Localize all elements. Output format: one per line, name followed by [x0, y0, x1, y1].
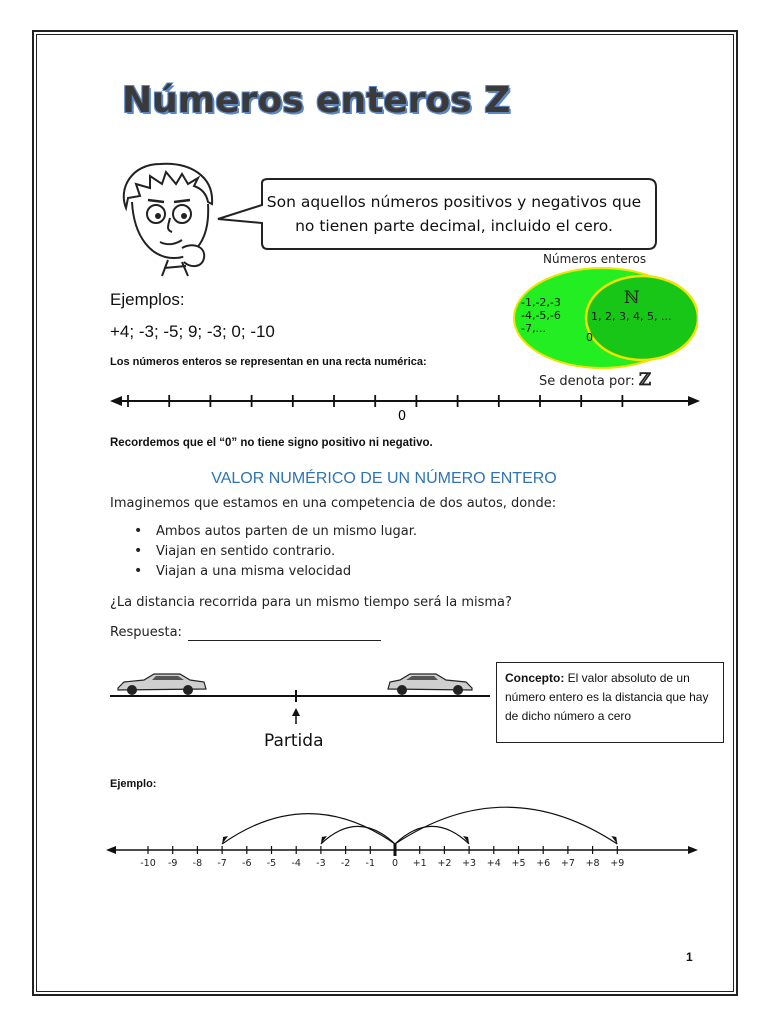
section-intro: Imaginemos que estamos en una competencia de dos autos, donde:: [110, 496, 557, 511]
venn-negatives-line-3: -7,...: [521, 322, 546, 335]
concept-title: Concepto:: [505, 671, 565, 685]
speech-line-2: no tienen parte decimal, incluido el cero.: [295, 217, 613, 235]
number-line-2-tick-label: +7: [560, 858, 575, 869]
number-line-2-tick-label: -6: [242, 858, 252, 869]
concept-text: El valor absoluto de un número entero es la distancia que hay de dicho número a cero: [505, 671, 709, 723]
number-line-2-tick-label: -3: [316, 858, 326, 869]
number-line-2-tick-label: +8: [585, 858, 600, 869]
venn-title: Números enteros: [543, 252, 647, 266]
arrow-right-icon: [688, 396, 700, 406]
number-line-2-tick-label: 0: [391, 858, 399, 869]
number-line-1: [110, 385, 700, 425]
number-line-2-tick-label: -2: [340, 858, 351, 869]
number-line-2-tick-label: -8: [192, 858, 203, 869]
number-line-2-tick-label: -10: [140, 858, 156, 869]
number-line-1-zero: 0: [397, 409, 407, 424]
bullet-list: [134, 524, 417, 584]
venn-negatives-line-1: -1,-2,-3: [521, 296, 561, 309]
bullet-item: • Ambos autos parten de un mismo lugar.: [134, 524, 417, 544]
car-right-icon: [388, 674, 472, 695]
ejemplos-label: Ejemplos:: [110, 290, 185, 309]
number-line-2-tick-label: +9: [610, 858, 625, 869]
number-line-2-tick-label: -9: [167, 858, 178, 869]
number-line-2-tick-label: +2: [437, 858, 452, 869]
number-line-2-tick-label: +4: [486, 858, 501, 869]
naturals-symbol: ℕ: [624, 288, 640, 308]
answer-label: Respuesta:: [110, 625, 182, 640]
concept-box: [496, 662, 724, 743]
bullet-item: • Viajan a una misma velocidad: [134, 564, 417, 584]
number-line-2-tick-label: +1: [412, 858, 427, 869]
zero-note: Recordemos que el “0” no tiene signo positivo ni negativo.: [110, 437, 433, 449]
ejemplos-values: +4; -3; -5; 9; -3; 0; -10: [110, 322, 275, 341]
start-arrow-icon: [292, 708, 300, 724]
number-line-note: Los números enteros se representan en una recta numérica:: [110, 356, 427, 368]
number-line-2-tick-label: -7: [217, 858, 227, 869]
number-line-2-tick-label: +3: [462, 858, 477, 869]
arrow-right-icon: [688, 846, 698, 854]
venn-zero: 0: [586, 331, 593, 344]
number-line-2-tick-label: -1: [365, 858, 376, 869]
page-title: Números enteros Z: [122, 80, 511, 121]
number-line-2-tick-label: -4: [291, 858, 301, 869]
number-line-2: [104, 798, 700, 870]
page-number: 1: [686, 950, 693, 964]
integers-symbol: ℤ: [638, 370, 652, 390]
denota-text: Se denota por:: [539, 374, 635, 389]
number-line-2-tick-label: +5: [511, 858, 526, 869]
distance-arc: [395, 807, 617, 844]
example-label: Ejemplo:: [110, 778, 157, 790]
venn-naturals: 1, 2, 3, 4, 5, ...: [591, 310, 672, 323]
venn-negatives-line-2: -4,-5,-6: [521, 309, 561, 322]
arrow-left-icon: [106, 846, 116, 854]
distance-arc: [395, 826, 469, 844]
distance-arc: [321, 826, 395, 844]
section-heading: VALOR NUMÉRICO DE UN NÚMERO ENTERO: [211, 470, 557, 487]
arrow-left-icon: [110, 396, 122, 406]
venn-negatives: [521, 296, 561, 335]
question-text: ¿La distancia recorrida para un mismo tiempo será la misma?: [110, 595, 512, 610]
bullet-item: • Viajan en sentido contrario.: [134, 544, 417, 564]
start-label: Partida: [264, 731, 324, 751]
speech-line-1: Son aquellos números positivos y negativos que: [266, 193, 642, 211]
number-line-2-tick-label: -5: [266, 858, 277, 869]
number-line-2-tick-label: +6: [536, 858, 551, 869]
cars-diagram: [110, 664, 490, 724]
car-left-icon: [118, 674, 206, 695]
speech-bubble-text: [254, 190, 654, 238]
distance-arc: [222, 814, 395, 844]
answer-blank-line[interactable]: [188, 640, 381, 641]
